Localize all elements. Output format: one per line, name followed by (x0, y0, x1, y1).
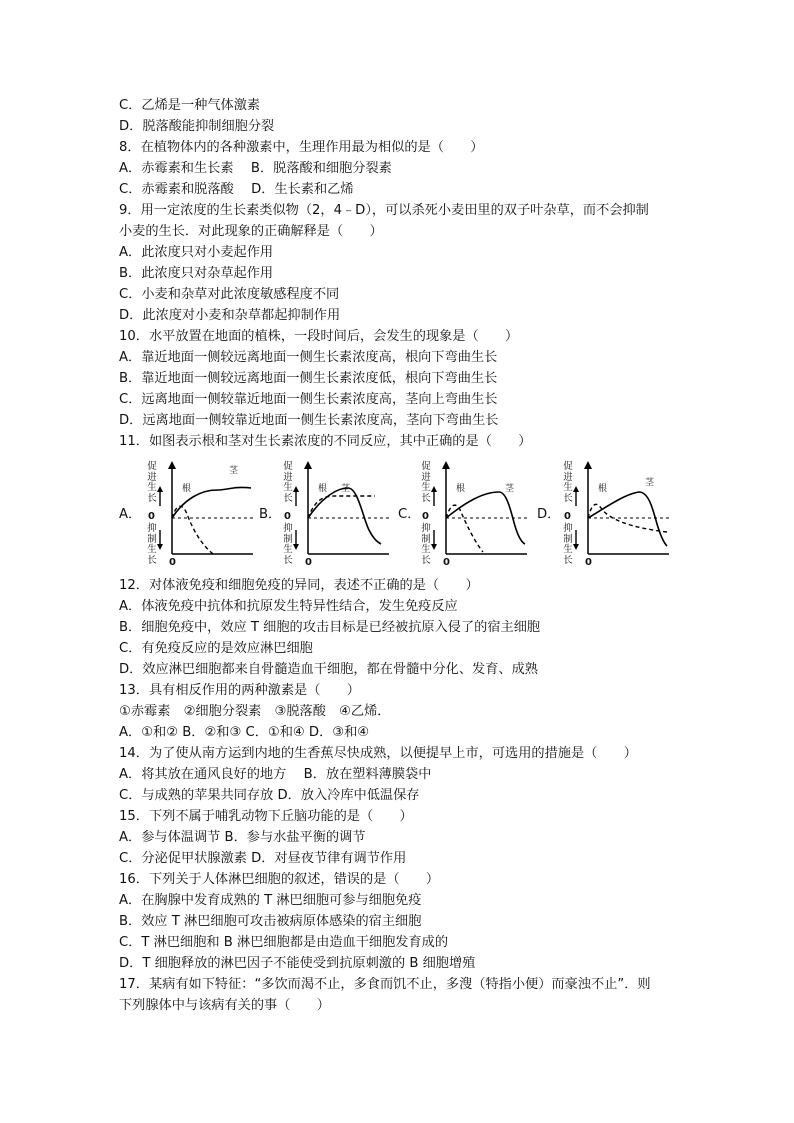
stem-label: 茎 (645, 478, 655, 488)
question-12: 12．对体液免疫和细胞免疫的异同，表述不正确的是（ ） (119, 578, 479, 593)
option-a-q16: A．在胸腺中发育成熟的 T 淋巴细胞可参与细胞免疫 (119, 893, 422, 908)
root-label: 根 (318, 484, 328, 494)
y-axis-promote-label: 促进生长 (283, 461, 293, 504)
question-9-line1: 9．用一定浓度的生长素类似物（2，4﹣D），可以杀死小麦田里的双子叶杂草，而不会抑制 (119, 203, 649, 218)
diagram-d-plot (563, 458, 671, 570)
x-axis-origin-label: 0 (305, 557, 312, 568)
hormone-list-q13: ①赤霉素 ②细胞分裂素 ③脱落酸 ④乙烯． (119, 704, 391, 719)
option-c-q12: C．有免疫反应的是效应淋巴细胞 (119, 641, 313, 656)
diagram-a-plot (147, 458, 255, 570)
option-d-q10: D．远离地面一侧较靠近地面一侧生长素浓度高，茎向下弯曲生长 (119, 413, 499, 428)
question-15: 15．下列不属于哺乳动物下丘脑功能的是（ ） (119, 809, 413, 824)
option-b-q12: B．细胞免疫中，效应 T 细胞的攻击目标是已经被抗原入侵了的宿主细胞 (119, 620, 541, 635)
options-ab-q8: A．赤霉素和生长素 B．脱落酸和细胞分裂素 (119, 161, 392, 176)
y-axis-zero-label: 0 (284, 511, 291, 522)
y-axis-promote-label: 促进生长 (421, 461, 431, 504)
option-c-q7: C．乙烯是一种气体激素 (119, 98, 261, 113)
option-d-q9: D．此浓度对小麦和杂草都起抑制作用 (119, 308, 341, 323)
question-9-line2: 小麦的生长．对此现象的正确解释是（ ） (119, 224, 383, 239)
option-a-q10: A．靠近地面一侧较远离地面一侧生长素浓度高，根向下弯曲生长 (119, 350, 498, 365)
options-cd-q8: C．赤霉素和脱落酸 D．生长素和乙烯 (119, 182, 354, 197)
y-axis-inhibit-label: 抑制生长 (147, 523, 157, 566)
stem-label: 茎 (505, 484, 515, 494)
question-8: 8．在植物体内的各种激素中，生理作用最为相似的是（ ） (119, 140, 484, 155)
y-axis-inhibit-label: 抑制生长 (421, 523, 431, 566)
y-axis-inhibit-label: 抑制生长 (563, 523, 573, 566)
stem-label: 茎 (229, 466, 239, 476)
question-16: 16．下列关于人体淋巴细胞的叙述，错误的是（ ） (119, 872, 440, 887)
diagram-label-d: D． (537, 507, 561, 522)
y-axis-inhibit-label: 抑制生长 (283, 523, 293, 566)
option-b-q9: B．此浓度只对杂草起作用 (119, 266, 274, 281)
stem-label: 茎 (341, 484, 351, 494)
diagram-label-c: C． (398, 507, 421, 522)
option-c-q16: C．T 淋巴细胞和 B 淋巴细胞都是由造血干细胞发育成的 (119, 935, 449, 950)
y-axis-promote-label: 促进生长 (147, 461, 157, 504)
question-13: 13．具有相反作用的两种激素是（ ） (119, 683, 360, 698)
option-c-q9: C．小麦和杂草对此浓度敏感程度不同 (119, 287, 340, 302)
diagram-label-b: B． (259, 507, 282, 522)
options-ab-q15: A．参与体温调节 B．参与水盐平衡的调节 (119, 830, 366, 845)
diagram-c (421, 458, 529, 570)
y-axis-zero-label: 0 (564, 511, 571, 522)
options-ab-q14: A．将其放在通风良好的地方 B．放在塑料薄膜袋中 (119, 767, 432, 782)
question-11: 11．如图表示根和茎对生长素浓度的不同反应，其中正确的是（ ） (119, 434, 532, 449)
question-14: 14．为了使从南方运到内地的生香蕉尽快成熟，以便提早上市，可选用的措施是（ ） (119, 746, 637, 761)
x-axis-origin-label: 0 (443, 557, 450, 568)
y-axis-promote-label: 促进生长 (563, 461, 573, 504)
diagram-b-plot (283, 458, 391, 570)
options-q13: A．①和② B．②和③ C．①和④ D．③和④ (119, 725, 370, 740)
options-cd-q15: C．分泌促甲状腺激素 D．对昼夜节律有调节作用 (119, 851, 407, 866)
x-axis-origin-label: 0 (169, 557, 176, 568)
diagram-b (283, 458, 391, 570)
option-c-q10: C．远离地面一侧较靠近地面一侧生长素浓度高，茎向上弯曲生长 (119, 392, 498, 407)
option-a-q9: A．此浓度只对小麦起作用 (119, 245, 274, 260)
option-d-q7: D．脱落酸能抑制细胞分裂 (119, 119, 275, 134)
root-label: 根 (598, 484, 608, 494)
option-b-q10: B．靠近地面一侧较远离地面一侧生长素浓度低，根向下弯曲生长 (119, 371, 498, 386)
question-10: 10．水平放置在地面的植株，一段时间后，会发生的现象是（ ） (119, 329, 519, 344)
options-cd-q14: C．与成熟的苹果共同存放 D．放入冷库中低温保存 (119, 788, 420, 803)
option-a-q12: A．体液免疫中抗体和抗原发生特异性结合，发生免疫反应 (119, 599, 458, 614)
option-d-q12: D．效应淋巴细胞都来自骨髓造血干细胞，都在骨髓中分化、发育、成熟 (119, 662, 538, 677)
y-axis-zero-label: 0 (148, 511, 155, 522)
diagram-c-plot (421, 458, 529, 570)
diagram-a (147, 458, 255, 570)
root-label: 根 (182, 484, 192, 494)
x-axis-origin-label: 0 (585, 557, 592, 568)
diagram-label-a: A． (119, 507, 142, 522)
y-axis-zero-label: 0 (422, 511, 429, 522)
question-17-line1: 17．某病有如下特征：“多饮而渴不止，多食而饥不止，多溲（特指小便）而豪浊不止”．则 (119, 977, 651, 992)
option-d-q16: D．T 细胞释放的淋巴因子不能使受到抗原刺激的 B 细胞增殖 (119, 956, 476, 971)
root-label: 根 (456, 484, 466, 494)
question-17-line2: 下列腺体中与该病有关的事（ ） (119, 998, 330, 1013)
option-b-q16: B．效应 T 淋巴细胞可攻击被病原体感染的宿主细胞 (119, 914, 422, 929)
diagram-d (563, 458, 671, 570)
